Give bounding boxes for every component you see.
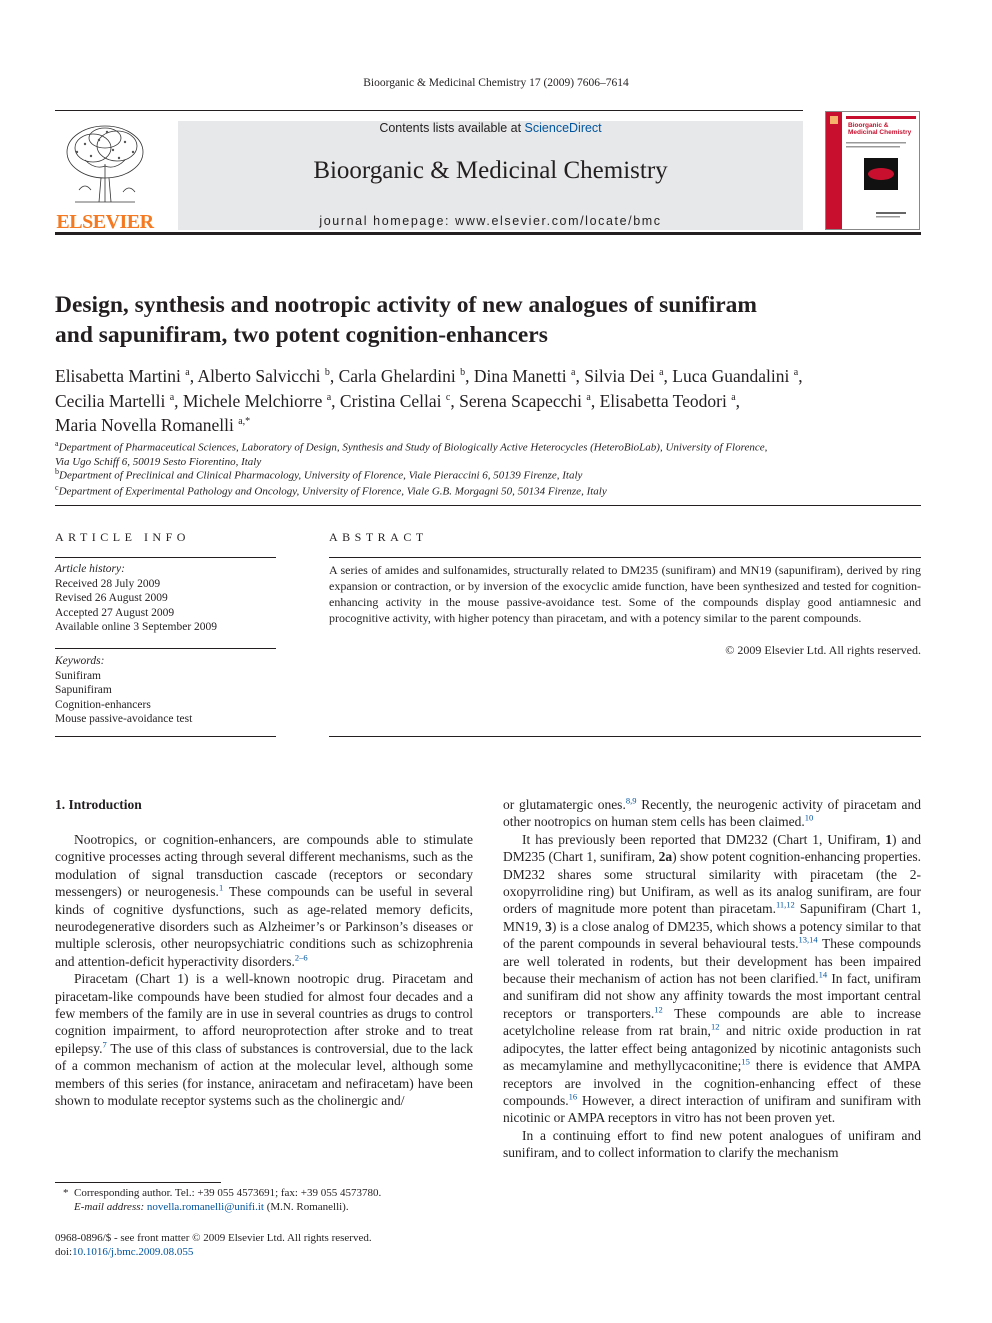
author: Michele Melchiorre $^a$, [182,390,340,411]
article-title-line1: Design, synthesis and nootropic activity of new analogues of sunifiram [55,292,758,318]
author: Serena Scapecchi $^a$, [459,390,600,411]
affiliation-b: $^b$Department of Preclinical and Clinical Pharmacology, University of Florence, Viale Pieraccini 6, 50139 Firenze, Italy [55,467,583,482]
journal-reference: Bioorganic & Medicinal Chemistry 17 (2009) 7606–7614 [363,77,629,89]
reference-link[interactable]: 10 [804,812,814,823]
reference-link[interactable]: 16 [568,1091,578,1102]
affiliation-rule [55,505,921,506]
paragraph: Piracetam (Chart 1) is a well-known nootropic drug. Piracetam and piracetam-like compounds have been studied for almost four decades and a few members of the family are in use in several countries as drugs to control cognition impairment, to afford neuroprotection after stroke and to treat epilepsy.$^7$ The use of this class of substances is controversial, due to the lack of a common mechanism of action at the molecular level, although some members of this series (for instance, aniracetam and nefiracetam) have been shown to modulate receptor systems such as the cholinergic and/ [55,971,473,1109]
article-title-line2: and sapunifiram, two potent cognition-enhancers [55,322,548,348]
info-bottom-rule [55,736,276,737]
journal-homepage[interactable]: journal homepage: www.elsevier.com/locate/bmc [319,214,662,228]
keywords-rule [55,648,276,649]
abstract-heading: ABSTRACT [329,530,428,544]
paragraph: or glutamatergic ones.$^{8,9}$ Recently, the neurogenic activity of piracetam and other nootropics on human stem cells has been claimed.$^{10}$ [503,795,922,830]
article-title [55,290,915,350]
elsevier-wordmark: ELSEVIER [56,211,154,233]
author: Cristina Cellai $^c$, [339,390,460,411]
author: Cecilia Martelli $^a$, [55,390,183,411]
header-top-rule [55,110,803,111]
author: Carla Ghelardini $^b$, [338,365,474,386]
info-rule [55,557,276,558]
journal-cover-thumbnail [825,111,920,230]
journal-title: Bioorganic & Medicinal Chemistry [313,157,668,184]
doi-link[interactable]: 10.1016/j.bmc.2009.08.055 [72,1246,194,1258]
cover-title: Bioorganic & Medicinal Chemistry [848,122,912,136]
reference-link[interactable]: 7 [102,1039,107,1050]
author: Luca Guandalini $^a$, [672,365,803,386]
keywords-list: Keywords: Sunifiram Sapunifiram Cognition-enhancers Mouse passive-avoidance test [55,654,275,727]
author: Dina Manetti $^a$, [473,365,585,386]
contents-line [178,121,803,135]
keyword: Cognition-enhancers [55,698,151,711]
paragraph: In a continuing effort to find new potent analogues of unifiram and sunifiram, and to collect information to clarify the mechanism [503,1127,921,1161]
author: Elisabetta Teodori $^a$, [599,390,741,411]
issn-line: 0968-0896/$ - see front matter © 2009 Elsevier Ltd. All rights reserved. [55,1232,372,1244]
footnote-rule [55,1182,221,1183]
article-history: Article history: Received 28 July 2009 Revised 26 August 2009 Accepted 27 August 2009 Available online 3 September 2009 [55,563,218,633]
reference-link[interactable]: 15 [741,1056,750,1067]
reference-link[interactable]: 14 [818,969,828,980]
reference-link[interactable]: 12 [654,1004,663,1015]
abstract-rule [329,557,921,558]
paragraph: It has previously been reported that DM232 (Chart 1, Unifiram, 1) and DM235 (Chart 1, sunifiram, 2a) show potent cognition-enhancing properties. DM232 shares some structural similarity with piracetam (the 2-oxopyrrolidine ring) but Unifiram, as well as its analog sunifiram, are four orders of magnitude more potent than piracetam.$^{11,12}$ Sapunifiram (Chart 1, MN19, 3) is a close analog of DM235, which shows a potency similar to that of the parent compounds in several behavioural tests.$^{13,14}$ These compounds are well tolerated in rodents, but their development has been impaired because their mechanism of action has not been clarified.$^{14}$ In fact, unifiram and sunifiram did not show any affinity towards the most important central receptors or transporters.$^{12}$ These compounds are able to increase acetylcholine release from rat brain,$^{12}$ and nitric oxide production in rat adipocytes, the latter effect being antagonized by nicotinic antagonists such as mecamylamine and methyllycaconitine;$^{15}$ there is evidence that AMPA receptors are involved in the cognition-enhancing effect of these compounds.$^{16}$ However, a direct interaction of unifiram and sunifiram with nicotinic or AMPA receptors in vitro has not been proven yet. [503,831,921,1126]
reference-link[interactable]: 12 [710,1021,720,1032]
abstract-bottom-rule [329,736,921,737]
reference-link[interactable]: 2–6 [294,952,308,963]
author: Silvia Dei $^a$, [584,365,673,386]
keyword: Mouse passive-avoidance test [55,713,193,725]
author-list [55,362,925,436]
contents-prefix: Contents lists available at [379,121,525,135]
abstract-copyright: © 2009 Elsevier Ltd. All rights reserved. [725,643,921,657]
author: Elisabetta Martini $^a$, [55,365,198,386]
reference-link[interactable]: 11,12 [775,899,795,910]
body-column-right [503,796,921,1162]
section-heading-introduction: 1. Introduction [55,797,142,812]
header-bottom-rule [55,232,921,235]
corresponding-author-note: Corresponding author. Tel.: +39 055 4573691; fax: +39 055 4573780. [74,1187,382,1199]
keyword: Sapunifiram [55,684,112,696]
affiliation-c: $^c$Department of Experimental Pathology and Oncology, University of Florence, Viale G.B. Morgagni 50, 50134 Firenze, Italy [55,483,607,498]
author: Maria Novella Romanelli $^{a,*}$ [55,415,251,436]
keyword: Sunifiram [55,669,101,682]
sciencedirect-link[interactable]: ScienceDirect [524,121,602,135]
article-info-heading: ARTICLE INFO [55,530,190,544]
footnotes: * Corresponding author. Tel.: +39 055 4573691; fax: +39 055 4573780. E-mail address: novella.romanelli@unifi.it (M.N. Romanelli). [63,1187,382,1213]
paragraph: Nootropics, or cognition-enhancers, are compounds able to stimulate cognitive processes acting through several different mechanisms, such as the modulation of signal transduction cascade (receptors or secondary messengers) or neurogenesis.$^1$ These compounds can be useful in several kinds of cognitive dysfunctions, such as age-related memory deficits, neurodegenerative disorders such as Alzheimer’s or Parkinson’s diseases or multiple sclerosis, other neuropsychiatric conditions such as schizophrenia and attention-deficit hyperactivity disorders.$^{2-6}$ [55,832,473,969]
email-link[interactable]: novella.romanelli@unifi.it [146,1201,264,1213]
reference-link[interactable]: 8,9 [625,795,637,806]
reference-link[interactable]: 1 [218,882,224,893]
bottom-publication-info: 0968-0896/$ - see front matter © 2009 Elsevier Ltd. All rights reserved. doi:10.1016/j.bmc.2009.08.055 [55,1231,473,1259]
body-column-left [55,831,473,1110]
abstract-text: A series of amides and sulfonamides, structurally related to DM235 (sunifiram) and MN19 (sapunifiram), derived by ring expansion or contraction, or by inversion of the exocyclic amide function, have been synthesized and tested for cognition-enhancing activity in the mouse passive-avoidance test. Some of the compounds display good antiamnesic and procognitive activity, with higher potency than piracetam, and with a potency similar to the parent compounds. [329,563,921,625]
affiliation-a: $^a$Department of Pharmaceutical Sciences, Laboratory of Design, Synthesis and Study of Biologically Active Heterocycles (HeteroBioLab), University of Florence, Via Ugo Schiff 6, 50019 Sesto Fiorentino, Italy [55,439,768,468]
reference-link[interactable]: 13,14 [798,934,818,945]
author: Alberto Salvicchi $^b$, [197,365,339,386]
